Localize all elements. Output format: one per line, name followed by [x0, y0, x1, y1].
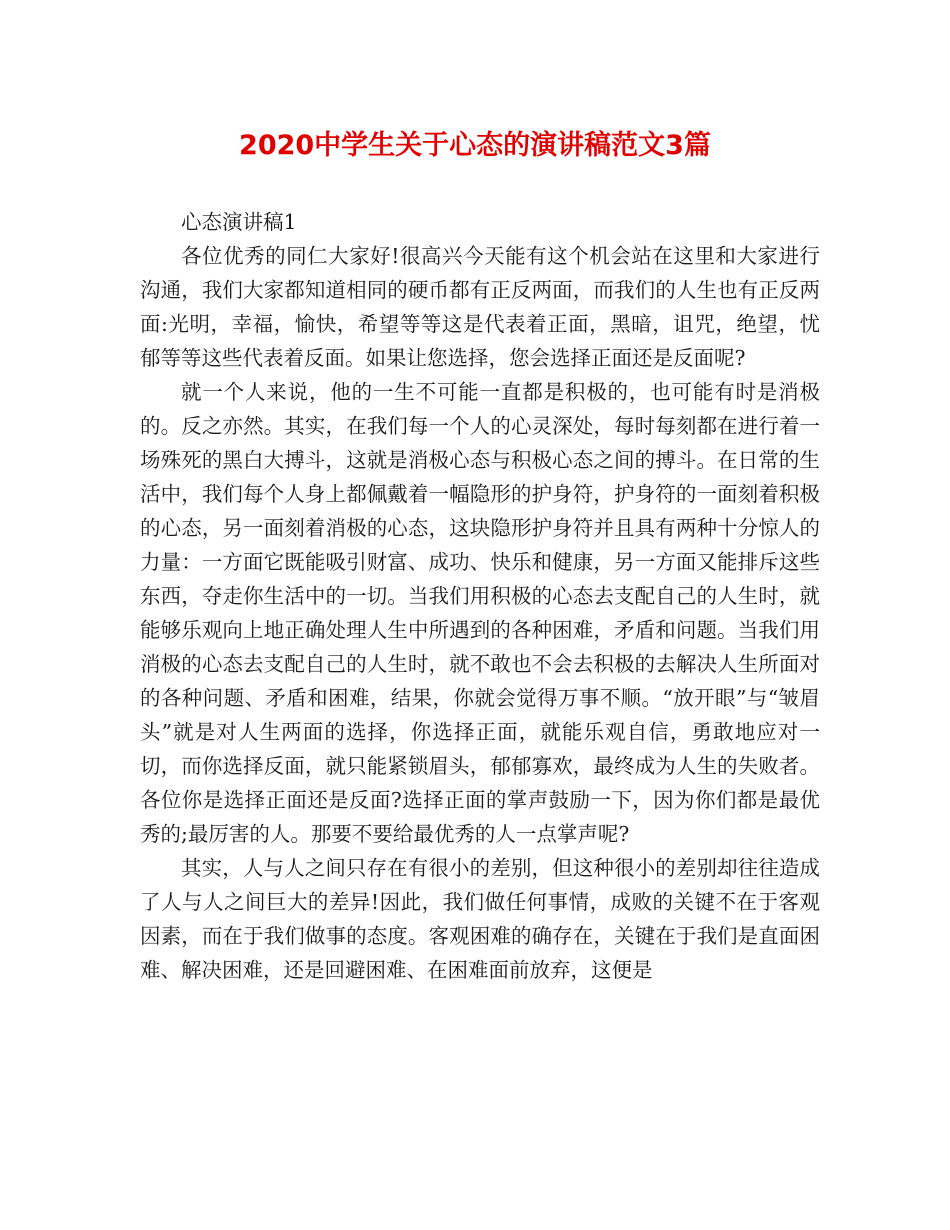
paragraph-1: 各位优秀的同仁大家好!很高兴今天能有这个机会站在这里和大家进行沟通，我们大家都知道相同的硬币都有正反两面，而我们的人生也有正反两面:光明，幸福，愉快，希望等等这是代表着正面，黑暗，诅咒，绝望，忧郁等等这些代表着反面。如果让您选择，您会选择正面还是反面呢?	[140, 244, 820, 370]
paragraph-2: 就一个人来说，他的一生不可能一直都是积极的，也可能有时是消极的。反之亦然。其实，在我们每一个人的心灵深处，每时每刻都在进行着一场殊死的黑白大搏斗，这就是消极心态与积极心态之间的搏斗。在日常的生活中，我们每个人身上都佩戴着一幅隐形的护身符，护身符的一面刻着积极的心态，另一面刻着消极的心态，这块隐形护身符并且具有两种十分惊人的力量：一方面它既能吸引财富、成功、快乐和健康，另一方面又能排斥这些东西，夺走你生活中的一切。当我们用积极的心态去支配自己的人生时，就能够乐观向上地正确处理人生中所遇到的各种困难，矛盾和问题。当我们用消极的心态去支配自己的人生时，就不敢也不会去积极的去解决人生所面对的各种问题、矛盾和困难，结果，你就会觉得万事不顺。“放开眼”与“皱眉头”就是对人生两面的选择，你选择正面，就能乐观自信，勇敢地应对一切，而你选择反面，就只能紧锁眉头，郁郁寡欢，最终成为人生的失败者。各位你是选择正面还是反面?选择正面的掌声鼓励一下，因为你们都是最优秀的;最厉害的人。那要不要给最优秀的人一点掌声呢?	[140, 380, 820, 846]
document-title: 2020中学生关于心态的演讲稿范文3篇	[239, 130, 711, 161]
paragraph-3: 其实，人与人之间只存在有很小的差别，但这种很小的差别却往往造成了人与人之间巨大的差异!因此，我们做任何事情，成败的关键不在于客观因素，而在于我们做事的态度。客观困难的确存在，关键在于我们是直面困难、解决困难，还是回避困难、在困难面前放弃，这便是	[140, 856, 820, 982]
section-heading: 心态演讲稿1	[181, 210, 297, 234]
document-body	[140, 205, 820, 987]
